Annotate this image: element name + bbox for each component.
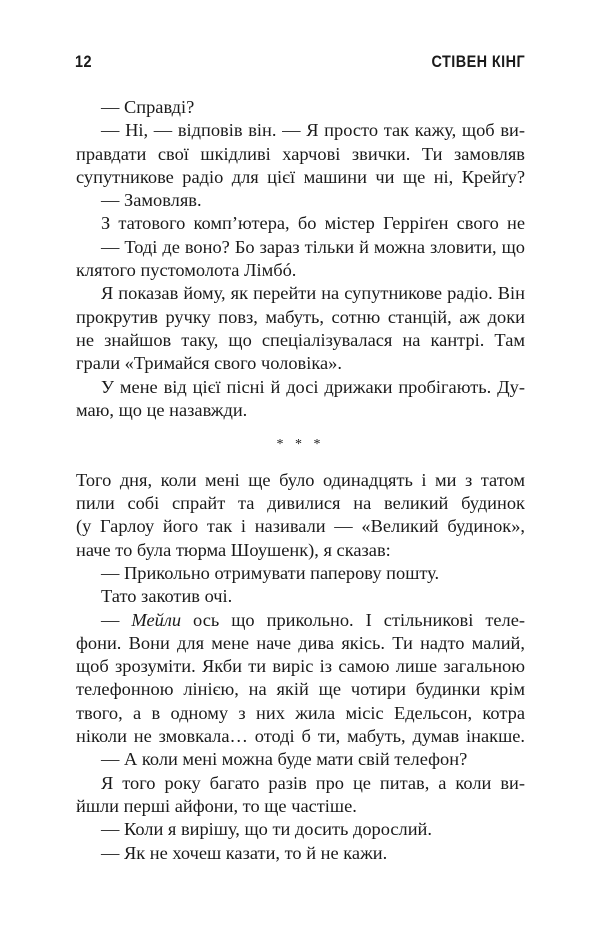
text-line: — Тоді де воно? Бо зараз тільки й можна зловити, що (101, 236, 525, 257)
text-line: пили собі спрайт та дивилися на великий будинок (76, 493, 525, 514)
text-line: йшли перші айфони, то ще частіше. (76, 795, 357, 816)
text-line: Я показав йому, як перейти на супутникове радіо. Він (101, 283, 525, 304)
text-line: — Прикольно отримувати паперову пошту. (101, 562, 440, 583)
text-line: Я того року багато разів про це питав, а коли ви- (101, 772, 525, 793)
italic-word: Мейли (131, 609, 182, 630)
text-line: не знайшов таку, що спеціалізувалася на кантрі. Там (76, 329, 525, 350)
text-line: — Як не хочеш казати, то й не кажи. (101, 842, 388, 863)
text-line: — Справді? (101, 97, 195, 117)
text-line: клятого пустомолота Лімбó. (76, 260, 297, 281)
page-header (75, 52, 525, 74)
text-line: — Ні, — відповів він. — Я просто так кажу, щоб ви- (101, 120, 525, 141)
text-line: грали «Тримайся свого чоловіка». (76, 353, 342, 374)
text-line: правдати свої шкідливі харчові звички. Ти замовляв (76, 143, 525, 164)
text-line: супутникове радіо для цієї машини чи ще ні, Крейґу? (76, 166, 525, 187)
text-line: фони. Вони для мене наче дива якісь. Ти надто малий, (76, 632, 525, 653)
text-line: — А коли мені можна буде мати свій телефон? (101, 749, 468, 770)
page-number: 12 (75, 52, 92, 71)
section-break: * * * (276, 437, 325, 453)
text-block-1 (76, 96, 525, 422)
text-line: З татового комп’ютера, бо містер Герріґен свого не (101, 213, 525, 234)
text-line: прокрутив ручку повз, мабуть, сотню станцій, аж доки (76, 306, 525, 327)
text-line: телефонною лінією, на якій ще чотири будинки крім (76, 679, 525, 700)
text-line: — Замовляв. (101, 190, 202, 211)
text-line: наче то була тюрма Шоушенк), я сказав: (76, 539, 391, 560)
text-line: ніколи не змовкала… отоді б ти, мабуть, думав інакше. (76, 726, 525, 747)
text-line: (у Гарлоу його так і називали — «Великий будинок», (76, 516, 525, 537)
text-line: твого, а в одному з них жила місіс Едельсон, котра (76, 702, 525, 723)
text-line: — Коли я вирішу, що ти досить дорослий. (101, 819, 432, 840)
text-line: Того дня, коли мені ще було одинадцять і ми з татом (76, 469, 525, 490)
text-line: щоб зрозуміти. Якби ти виріс із самою лише загальною (76, 656, 525, 677)
text-line: маю, що це назавжди. (76, 399, 248, 420)
text-line: У мене від цієї пісні й досі дрижаки пробігають. Ду- (101, 376, 525, 397)
body-text (76, 96, 525, 865)
text-line: — Мейли ось що прикольно. І стільникові теле- (101, 609, 525, 630)
text-block-2 (76, 469, 525, 865)
text-line: Тато закотив очі. (101, 586, 233, 607)
running-head-author: СТІВЕН КІНГ (431, 52, 525, 71)
